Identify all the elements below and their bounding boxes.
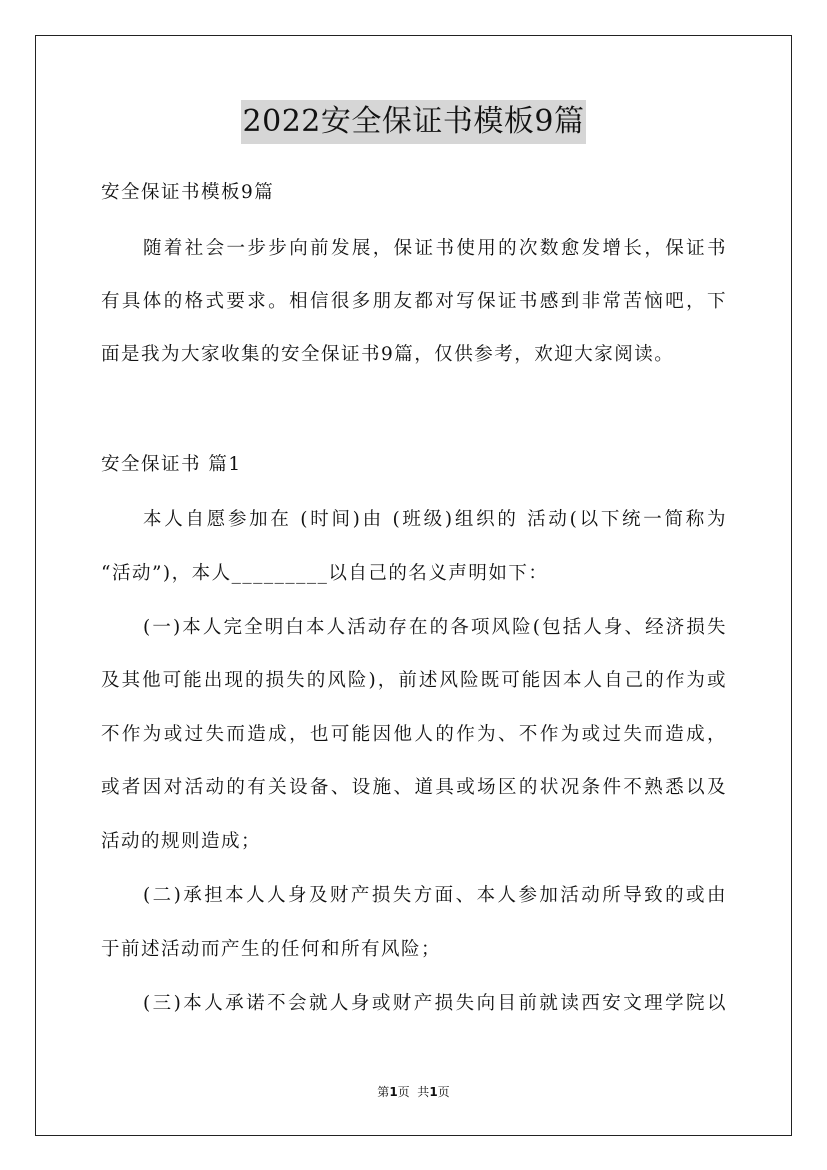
intro-line-3: 面是我为大家收集的安全保证书9篇，仅供参考，欢迎大家阅读。 bbox=[101, 344, 675, 365]
footer-page-number: 1 bbox=[389, 1085, 398, 1099]
body-line-2: “活动”)，本人_________以自己的名义声明如下： bbox=[101, 563, 549, 584]
intro-line-2: 有具体的格式要求。相信很多朋友都对写保证书感到非常苦恼吧，下 bbox=[101, 291, 727, 312]
body-line-10: (三)本人承诺不会就人身或财产损失向目前就读西安文理学院以 bbox=[143, 993, 728, 1014]
footer-page-mid: 页 共 bbox=[397, 1085, 430, 1099]
body-line-4: 及其他可能出现的损失的风险)，前述风险既可能因本人自己的作为或 bbox=[101, 670, 727, 691]
body-line-5: 不作为或过失而造成，也可能因他人的作为、不作为或过失而造成， bbox=[101, 724, 727, 745]
body-line-9: 于前述活动而产生的任何和所有风险； bbox=[101, 939, 442, 960]
document-subtitle: 安全保证书模板9篇 bbox=[101, 182, 275, 203]
footer-page-total: 1 bbox=[429, 1085, 438, 1099]
title-wrap bbox=[0, 100, 827, 144]
footer-page-prefix: 第 bbox=[377, 1085, 390, 1099]
section-heading: 安全保证书 篇1 bbox=[101, 454, 242, 475]
body-line-1: 本人自愿参加在 (时间)由 (班级)组织的 活动(以下统一简称为 bbox=[143, 509, 727, 530]
body-line-3: (一)本人完全明白本人活动存在的各项风险(包括人身、经济损失 bbox=[143, 617, 727, 638]
page-footer bbox=[0, 1084, 827, 1100]
body-line-8: (二)承担本人人身及财产损失方面、本人参加活动所导致的或由 bbox=[143, 885, 728, 906]
document-title: 2022安全保证书模板9篇 bbox=[241, 100, 587, 144]
footer-page-suffix: 页 bbox=[437, 1085, 450, 1099]
body-line-6: 或者因对活动的有关设备、设施、道具或场区的状况条件不熟悉以及 bbox=[101, 777, 727, 798]
body-line-7: 活动的规则造成； bbox=[101, 831, 262, 852]
intro-line-1: 随着社会一步步向前发展，保证书使用的次数愈发增长，保证书 bbox=[143, 238, 727, 259]
